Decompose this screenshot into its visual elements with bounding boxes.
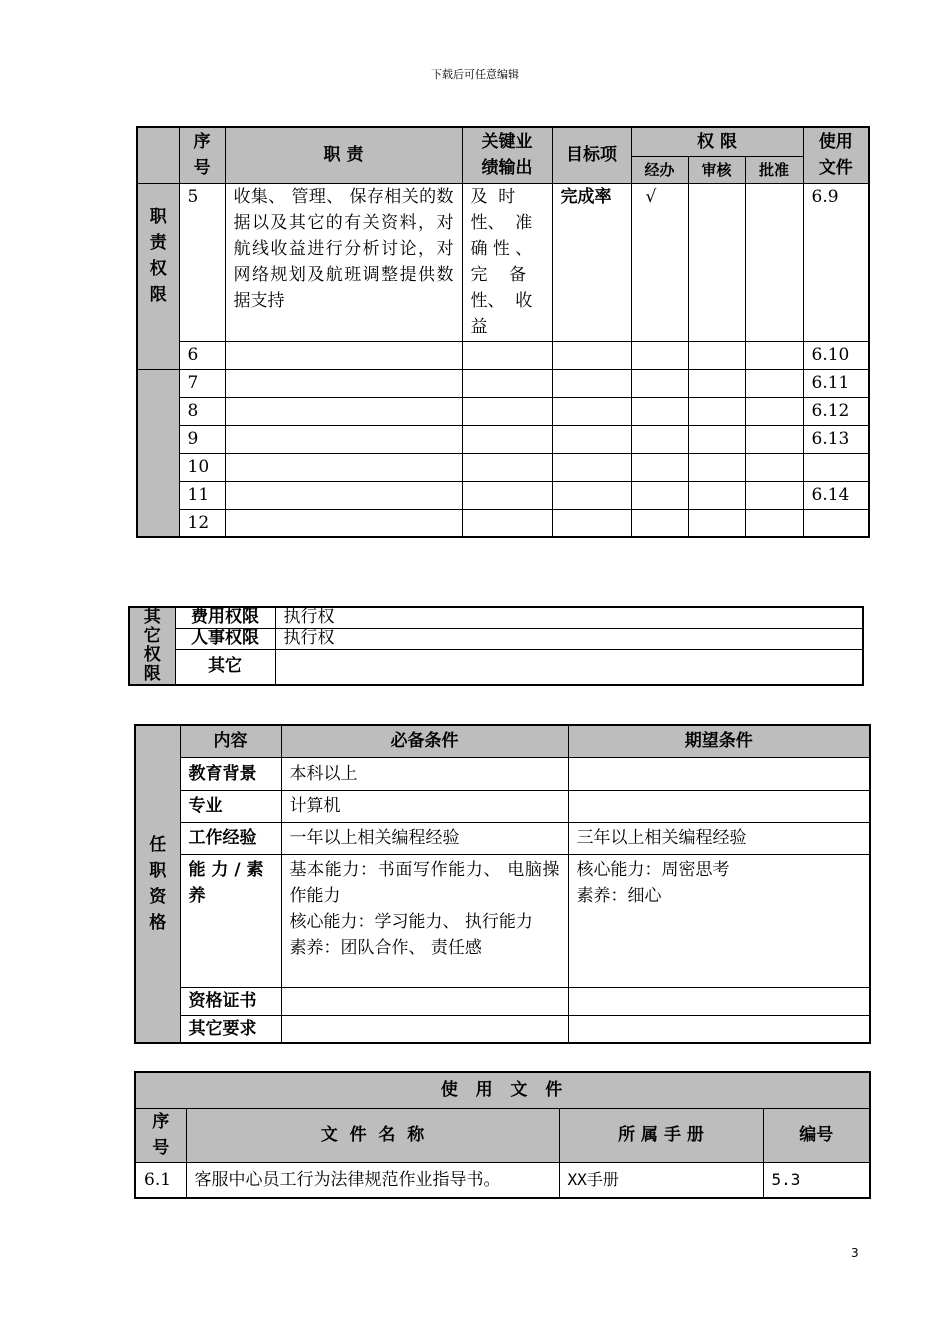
table-cell-target: [552, 369, 631, 397]
table-cell-approve: [745, 481, 803, 509]
table-row: [137, 369, 869, 397]
table-cell-doc: 6.12: [803, 397, 869, 425]
doc-manual: XX手册: [559, 1162, 763, 1198]
qualifications-side-label: 任 职 资 格: [135, 725, 180, 1043]
table-row: [135, 1162, 870, 1198]
table-cell-kpi: [462, 453, 552, 481]
table-cell-doc: [803, 453, 869, 481]
qualification-desired: 三年以上相关编程经验: [568, 822, 870, 854]
table-cell-kpi: [462, 341, 552, 369]
table-cell-target: [552, 341, 631, 369]
qualification-label: 工作经验: [180, 822, 281, 854]
docs-header: 使用 文件: [803, 127, 869, 183]
other-authority-label: 其它: [175, 649, 275, 685]
table-cell-seq: 10: [179, 453, 225, 481]
table-cell-seq: 11: [179, 481, 225, 509]
qualifications-table: [134, 724, 871, 1044]
table-cell-approve: [745, 369, 803, 397]
table-row: [137, 425, 869, 453]
table-cell-handle: [631, 481, 688, 509]
doc-code-header: 编号: [763, 1108, 870, 1162]
table-cell-kpi: [462, 369, 552, 397]
doc-seq-header: 序 号: [135, 1108, 186, 1162]
table-cell-approve: [745, 509, 803, 537]
duties-table: [136, 126, 870, 538]
table-cell-duty: [225, 425, 462, 453]
table-row: [137, 397, 869, 425]
table-cell-target: 完成率: [552, 183, 631, 341]
table-cell-review: [688, 397, 745, 425]
table-cell-review: [688, 509, 745, 537]
personnel-authority-value: 执行权: [275, 628, 863, 649]
table-cell-kpi: [462, 509, 552, 537]
desired-header: 期望条件: [568, 725, 870, 757]
auth-handle-header: 经办: [631, 156, 688, 183]
table-cell-review: [688, 453, 745, 481]
table-cell-seq: 7: [179, 369, 225, 397]
table-cell-doc: 6.14: [803, 481, 869, 509]
header-note: 下载后可任意编辑: [431, 68, 519, 81]
table-row: [137, 481, 869, 509]
table-cell-review: [688, 341, 745, 369]
auth-review-header: 审核: [688, 156, 745, 183]
qualification-label: 专业: [180, 790, 281, 822]
table-row: [135, 854, 870, 987]
table-cell-doc: 6.13: [803, 425, 869, 453]
table-cell-handle: [631, 425, 688, 453]
table-cell-doc: [803, 509, 869, 537]
table-cell-seq: 8: [179, 397, 225, 425]
table-cell-handle: [631, 369, 688, 397]
table-cell-duty: [225, 453, 462, 481]
duty-header: 职 责: [225, 127, 462, 183]
table-cell-handle: [631, 453, 688, 481]
table-cell-handle: √: [631, 183, 688, 341]
doc-name-header: 文 件 名 称: [186, 1108, 559, 1162]
table-row: [137, 509, 869, 537]
kpi-header: 关键业 绩输出: [462, 127, 552, 183]
fee-authority-value: 执行权: [275, 607, 863, 628]
qualification-label: 资格证书: [180, 987, 281, 1015]
table-cell-duty: [225, 397, 462, 425]
table-cell-review: [688, 425, 745, 453]
qualification-required: 基本能力：书面写作能力、 电脑操作能力 核心能力：学习能力、 执行能力 素养：团队合作、 责任感: [281, 854, 568, 987]
qualification-required: 本科以上: [281, 757, 568, 790]
doc-seq: 6.1: [135, 1162, 186, 1198]
table-cell-review: [688, 183, 745, 341]
other-authority-side-label: 其 它 权 限: [129, 607, 175, 685]
duties-side-filler: [137, 369, 179, 537]
table-cell-approve: [745, 341, 803, 369]
table-cell-handle: [631, 341, 688, 369]
other-authority-table: [128, 606, 864, 686]
page-number: 3: [851, 1246, 859, 1260]
table-cell-target: [552, 453, 631, 481]
table-cell-seq: 6: [179, 341, 225, 369]
other-authority-value: [275, 649, 863, 685]
qualification-label: 教育背景: [180, 757, 281, 790]
table-cell-kpi: [462, 397, 552, 425]
table-row: [135, 987, 870, 1015]
table-cell-review: [688, 369, 745, 397]
table-cell-approve: [745, 397, 803, 425]
documents-title: 使 用 文 件: [135, 1072, 870, 1108]
qualification-desired: [568, 1015, 870, 1043]
qualification-label: 其它要求: [180, 1015, 281, 1043]
qualification-desired: [568, 790, 870, 822]
content-header: 内容: [180, 725, 281, 757]
duties-corner-cell: [137, 127, 179, 183]
table-cell-kpi: [462, 425, 552, 453]
table-cell-approve: [745, 183, 803, 341]
table-cell-kpi: 及 时 性、 准 确 性 、 完 备 性、 收 益: [462, 183, 552, 341]
table-cell-target: [552, 397, 631, 425]
table-cell-seq: 9: [179, 425, 225, 453]
qualification-desired: 核心能力：周密思考 素养：细心: [568, 854, 870, 987]
doc-code: 5.3: [763, 1162, 870, 1198]
target-header: 目标项: [552, 127, 631, 183]
table-cell-doc: 6.10: [803, 341, 869, 369]
table-cell-target: [552, 509, 631, 537]
table-row: [135, 757, 870, 790]
table-cell-duty: 收集、 管理、 保存相关的数据以及其它的有关资料，对航线收益进行分析讨论，对网络规划及航班调整提供数据支持: [225, 183, 462, 341]
doc-manual-header: 所 属 手 册: [559, 1108, 763, 1162]
table-row: [137, 341, 869, 369]
table-cell-target: [552, 425, 631, 453]
documents-table: [134, 1071, 871, 1199]
table-row: [135, 790, 870, 822]
table-cell-handle: [631, 397, 688, 425]
seq-header: 序 号: [179, 127, 225, 183]
fee-authority-label: 费用权限: [175, 607, 275, 628]
table-cell-doc: 6.9: [803, 183, 869, 341]
table-cell-handle: [631, 509, 688, 537]
duties-side-label: 职 责 权 限: [137, 183, 179, 369]
qualification-required: 计算机: [281, 790, 568, 822]
table-cell-seq: 12: [179, 509, 225, 537]
table-cell-approve: [745, 453, 803, 481]
authority-header: 权 限: [631, 127, 803, 156]
qualification-required: 一年以上相关编程经验: [281, 822, 568, 854]
table-cell-kpi: [462, 481, 552, 509]
table-cell-duty: [225, 481, 462, 509]
personnel-authority-label: 人事权限: [175, 628, 275, 649]
table-cell-duty: [225, 509, 462, 537]
auth-approve-header: 批准: [745, 156, 803, 183]
table-cell-doc: 6.11: [803, 369, 869, 397]
doc-name: 客服中心员工行为法律规范作业指导书。: [186, 1162, 559, 1198]
table-row: [137, 453, 869, 481]
qualification-required: [281, 1015, 568, 1043]
table-row: [135, 1015, 870, 1043]
required-header: 必备条件: [281, 725, 568, 757]
table-cell-duty: [225, 369, 462, 397]
qualification-required: [281, 987, 568, 1015]
qualification-label: 能 力 / 素 养: [180, 854, 281, 987]
table-cell-duty: [225, 341, 462, 369]
qualification-desired: [568, 757, 870, 790]
qualification-desired: [568, 987, 870, 1015]
table-cell-approve: [745, 425, 803, 453]
table-cell-target: [552, 481, 631, 509]
table-cell-review: [688, 481, 745, 509]
table-cell-seq: 5: [179, 183, 225, 341]
table-row: [135, 822, 870, 854]
